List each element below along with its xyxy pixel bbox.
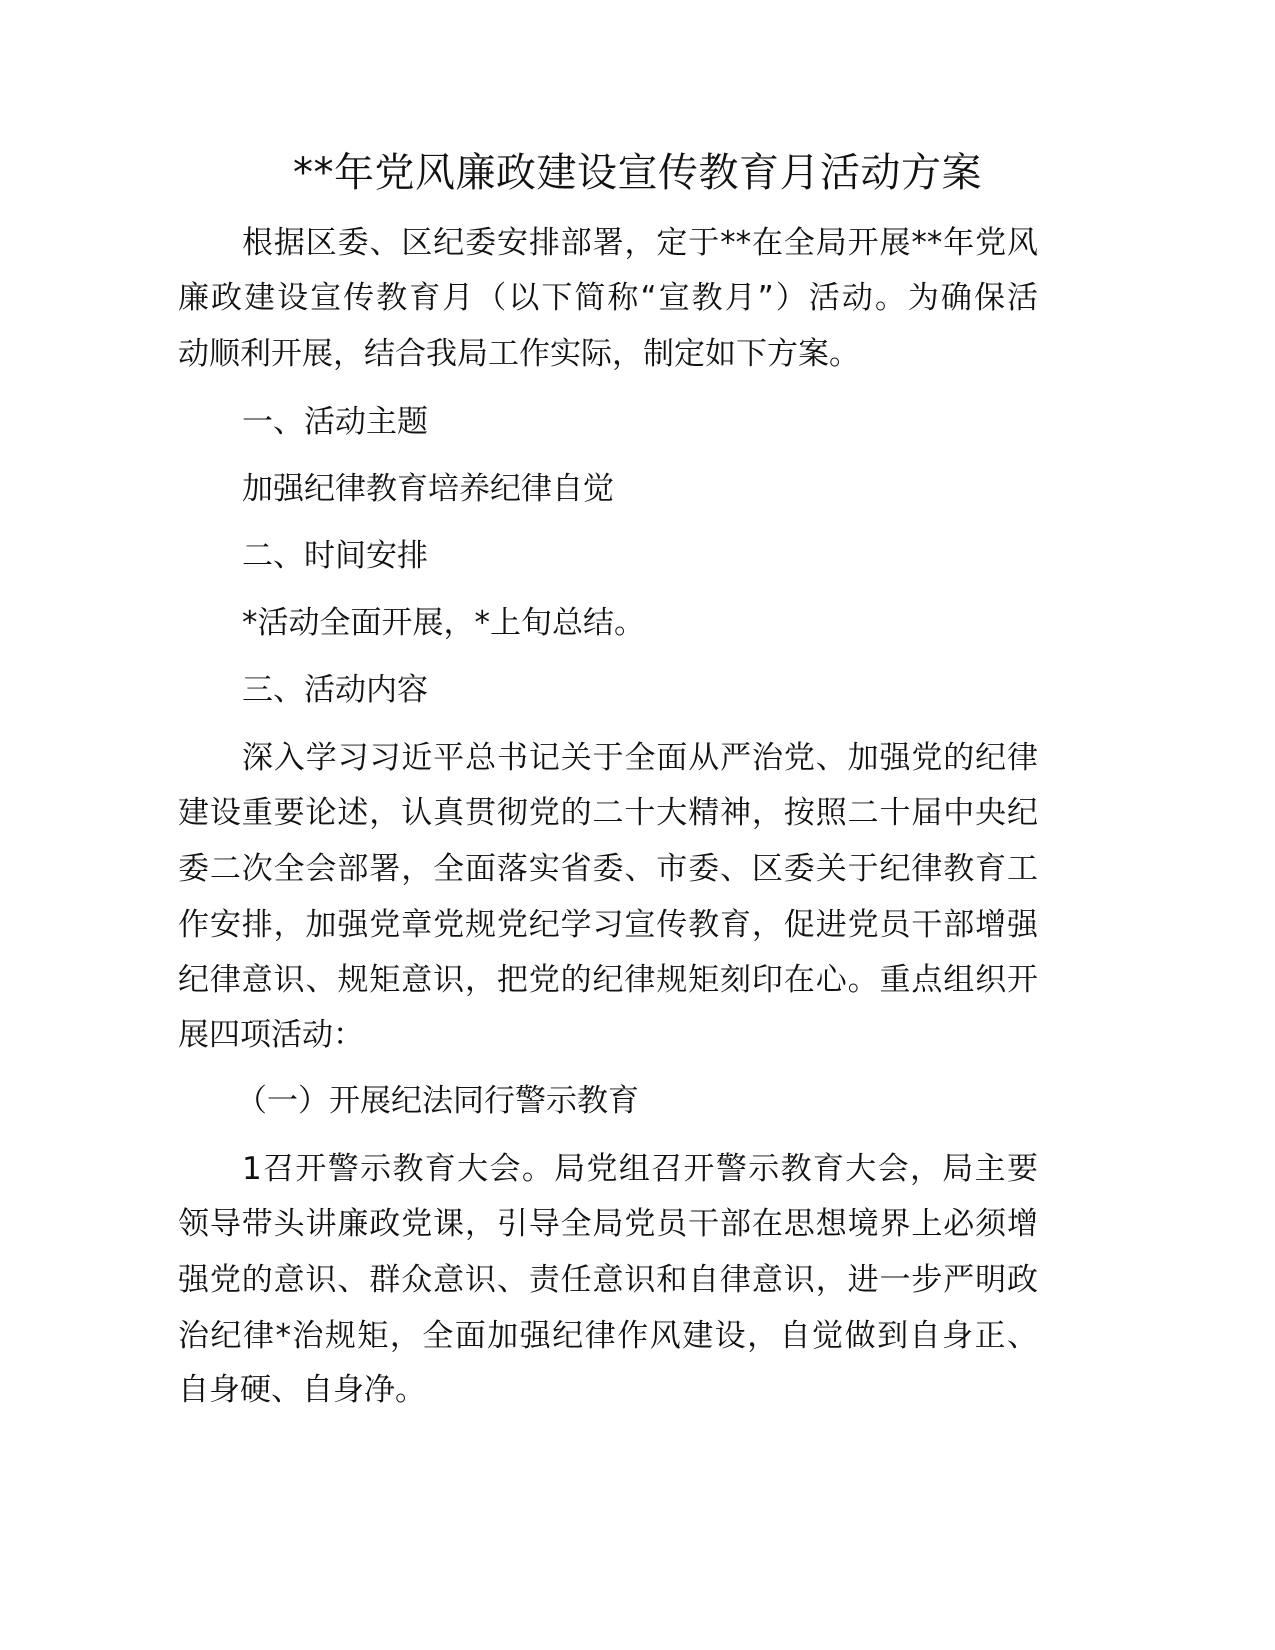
theme-text: 加强纪律教育培养纪律自觉	[242, 471, 614, 507]
text-line: 廉政建设宣传教育月（以下简称“宣教月”）活动。为确保活	[178, 280, 1038, 316]
text-line: 自身硬、自身净。	[178, 1372, 426, 1408]
text-line: 委二次全会部署，全面落实省委、市委、区委关于纪律教育工	[178, 851, 1038, 887]
text-line: 建设重要论述，认真贯彻党的二十大精神，按照二十届中央纪	[178, 795, 1038, 831]
text-line: 根据区委、区纪委安排部署，定于**在全局开展**年党风	[242, 225, 1038, 261]
section-heading-schedule: 二、时间安排	[242, 538, 428, 574]
section-heading-theme: 一、活动主题	[242, 404, 428, 440]
text-line: 展四项活动：	[178, 1017, 364, 1053]
document-title: **年党风廉政建设宣传教育月活动方案	[293, 150, 982, 196]
text-line: 治纪律*治规矩，全面加强纪律作风建设，自觉做到自身正、	[178, 1318, 1038, 1354]
schedule-text: *活动全面开展，*上旬总结。	[242, 605, 645, 641]
text-line: 领导带头讲廉政党课，引导全局党员干部在思想境界上必须增	[178, 1206, 1038, 1242]
text-line: 深入学习习近平总书记关于全面从严治党、加强党的纪律	[242, 740, 1038, 776]
text-line: 强党的意识、群众意识、责任意识和自律意识，进一步严明政	[178, 1262, 1038, 1298]
text-line: 作安排，加强党章党规党纪学习宣传教育，促进党员干部增强	[178, 907, 1038, 943]
subsection-heading: （一）开展纪法同行警示教育	[236, 1083, 639, 1119]
text-line: 1召开警示教育大会。局党组召开警示教育大会，局主要	[242, 1151, 1038, 1187]
section-heading-content: 三、活动内容	[242, 672, 428, 708]
text-line: 纪律意识、规矩意识，把党的纪律规矩刻印在心。重点组织开	[178, 962, 1038, 998]
text-line: 动顺利开展，结合我局工作实际，制定如下方案。	[178, 336, 860, 372]
